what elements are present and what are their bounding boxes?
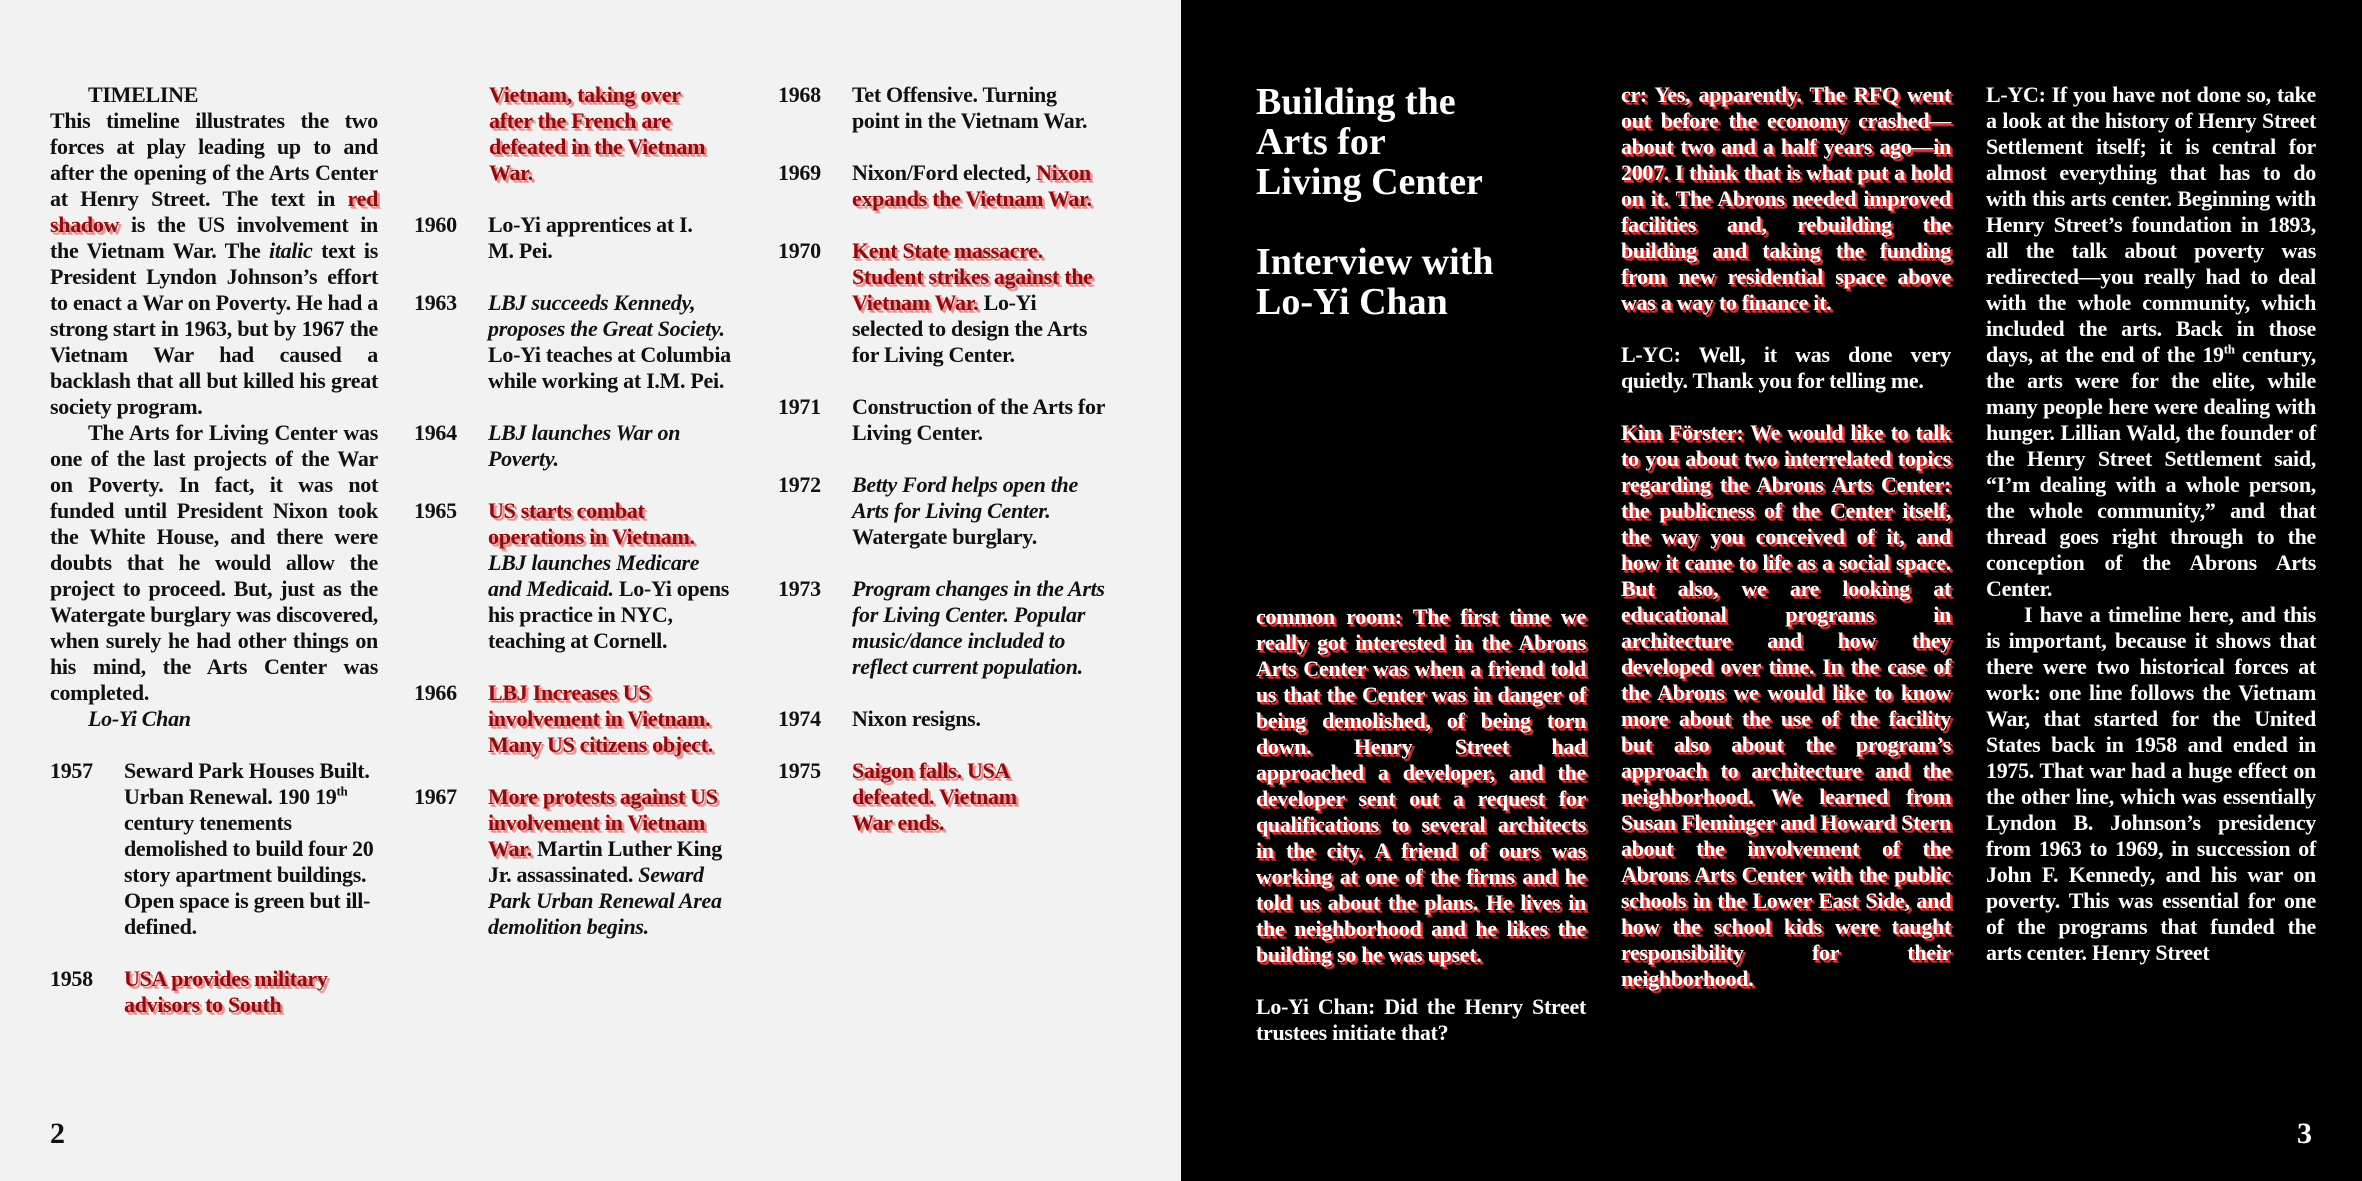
entry-italic: LBJ launches Medicare and Medicaid. <box>488 550 700 601</box>
title-line: Lo-Yi Chan <box>1256 281 1448 323</box>
title-line: Arts for <box>1256 121 1386 163</box>
title-line: Building the <box>1256 81 1456 123</box>
entry-year: 1969 <box>778 160 821 185</box>
timeline-entry-1965 <box>414 498 736 654</box>
intro-red-shadow-sample: red shadow <box>50 186 378 237</box>
timeline-entry-1960 <box>414 212 736 264</box>
entry-text-a: Seward Park Houses Built. Urban Renewal. 190 19 <box>124 758 370 809</box>
entry-year: 1964 <box>414 420 457 445</box>
entry-italic: Betty Ford helps open the Arts for Living Center. <box>852 472 1078 523</box>
timeline-heading: TIMELINE <box>88 82 199 107</box>
answer-text-a: L-YC: If you have not done so, take a look at the history of Henry Street Settlement itself; it is central for almost everything that has to do with this arts center. Beginning with Henry Street’s foundation in 1893, all the talk about poverty was redirected—you really had to deal with the whole community, which included the arts. Back in those days, at the end of the 19 <box>1986 82 2316 367</box>
timeline-entry-1967 <box>414 784 736 940</box>
entry-red: Kent State massacre. Student strikes against the Vietnam War. <box>852 238 1093 315</box>
right-page <box>1181 0 2362 1181</box>
entry-text <box>488 784 736 940</box>
entry-plain: Lo-Yi selected to design the Arts for Living Center. <box>852 290 1088 367</box>
answer-sup: th <box>2223 341 2235 357</box>
timeline-intro-column <box>50 82 378 1044</box>
entry-sup: th <box>336 783 348 799</box>
entry-text: Construction of the Arts for Living Center. <box>852 394 1105 445</box>
entry-year: 1974 <box>778 706 821 731</box>
entry-year: 1971 <box>778 394 821 419</box>
entry-text: Saigon falls. USA defeated. Vietnam War ends. <box>852 758 1017 835</box>
entry-plain: Nixon/Ford elected, <box>852 160 1031 185</box>
answer-lyc-2 <box>1986 82 2316 602</box>
entry-year: 1957 <box>50 758 93 783</box>
timeline-entry-1966 <box>414 680 736 758</box>
timeline-entry-1963 <box>414 290 736 394</box>
entry-text <box>488 290 736 394</box>
entry-year: 1967 <box>414 784 457 809</box>
entry-year: 1963 <box>414 290 457 315</box>
page-number-left: 2 <box>50 1117 65 1150</box>
entry-text: Vietnam, taking over after the French are defeated in the Vietnam War. <box>489 82 706 185</box>
entry-text: Lo-Yi apprentices at I. M. Pei. <box>488 212 693 263</box>
entry-plain: Martin Luther King Jr. assassinated. <box>488 836 722 887</box>
timeline-entry-1972 <box>778 472 1108 550</box>
intro-text-3: text is President Lyndon Johnson’s effort to enact a War on Poverty. He had a strong start in 1963, but by 1967 the Vietnam War had caused a backlash that all but killed his great society program. <box>50 238 378 419</box>
answer-lyc-1: L-YC: Well, it was done very quietly. Thank you for telling me. <box>1621 342 1951 393</box>
entry-text: Program changes in the Arts for Living Center. Popular music/dance included to reflect current population. <box>852 576 1105 679</box>
timeline-entry-1974 <box>778 706 1108 732</box>
entry-red: More protests against US involvement in Vietnam War. <box>488 784 718 861</box>
entry-text: LBJ Increases US involvement in Vietnam. Many US citizens object. <box>488 680 713 757</box>
entry-text: LBJ launches War on Poverty. <box>488 420 681 471</box>
entry-plain: Lo-Yi opens his practice in NYC, teaching at Cornell. <box>488 576 730 653</box>
timeline-entry-1970 <box>778 238 1108 368</box>
timeline-entry-1969 <box>778 160 1108 212</box>
entry-red: Nixon expands the Vietnam War. <box>852 160 1092 211</box>
question-cr: cr: Yes, apparently. The RFQ went out before the economy crashed—about two and a half years ago—in 2007. I think that is what put a hold on it. The Abrons needed improved facilities and, rebuilding the building and taking the funding from new residential space above was a way to finance it. <box>1621 82 1951 315</box>
intro-text-2: is the US involvement in the Vietnam War. The <box>50 212 378 263</box>
title-line: Living Center <box>1256 161 1483 203</box>
timeline-column-2 <box>414 82 736 966</box>
timeline-entry-1958 <box>50 966 378 1018</box>
entry-text <box>852 160 1108 212</box>
entry-red: US starts combat operations in Vietnam. <box>488 498 695 549</box>
entry-italic: LBJ succeeds Kennedy, proposes the Great Society. <box>488 290 725 341</box>
entry-text <box>488 498 736 654</box>
signature: Lo-Yi Chan <box>88 706 191 731</box>
question-kim-forster: Kim Förster: We would like to talk to you about two interrelated topics regarding the Abrons Arts Center: the publicness of the Center itself, the way you conceived of it, and how it came to life as a social space. But also, we are looking at educational programs in architecture and how they developed over time. In the case of the Abrons we would like to know more about the use of the facility but also about the program’s approach to architecture and the neighborhood. We learned from Susan Fleminger and Howard Stern about the involvement of the Abrons Arts Center with the public schools in the Lower East Side, and how the school kids were taught responsibility for their neighborhood. <box>1621 420 1951 991</box>
entry-year: 1968 <box>778 82 821 107</box>
timeline-entry-1968 <box>778 82 1108 134</box>
entry-year: 1972 <box>778 472 821 497</box>
entry-text: Tet Offensive. Turning point in the Vietnam War. <box>852 82 1088 133</box>
timeline-entry-1975 <box>778 758 1108 836</box>
entry-text-b: century tenements demolished to build four 20 story apartment buildings. Open space is green but ill-defined. <box>124 810 374 939</box>
entry-text: Nixon resigns. <box>852 706 981 731</box>
timeline-intro-paragraph <box>50 108 378 420</box>
entry-text: USA provides military advisors to South <box>124 966 328 1017</box>
interview-column-1 <box>1256 604 1586 1046</box>
entry-year: 1970 <box>778 238 821 263</box>
intro-text-1: This timeline illustrates the two forces at play leading up to and after the opening of the Arts Center at Henry Street. The text in <box>50 108 378 211</box>
interview-column-2 <box>1621 82 1951 992</box>
timeline-entry-1971 <box>778 394 1108 446</box>
entry-text <box>852 472 1108 550</box>
answer-lyc-2-paragraph-2: I have a timeline here, and this is important, because it shows that there were two historical forces at work: one line follows the Vietnam War, that started for the United States back in 1958 and ended in 1975. That war had a huge effect on the other line, which was essentially Lyndon B. Johnson’s presidency from 1963 to 1969, in succession of John F. Kennedy, and his war on poverty. This was essential for one of the programs that funded the arts center. Henry Street <box>1986 602 2316 965</box>
timeline-entry-1964 <box>414 420 736 472</box>
timeline-intro-paragraph-2: The Arts for Living Center was one of the last projects of the War on Poverty. In fact, it was not funded until President Nixon took the White House, and there were doubts that he would allow the project to proceed. But, just as the Watergate burglary was discovered, when surely he had other things on his mind, the Arts Center was completed. <box>50 420 378 705</box>
answer-text-b: century, the arts were for the elite, while many people here were dealing with hunger. Lillian Wald, the founder of the Henry Street Settlement said, “I’m dealing with a whole person, the whole community,” and that thread goes right through to the conception of the Abrons Arts Center. <box>1986 342 2317 601</box>
question-common-room: common room: The first time we really got interested in the Abrons Arts Center was when a friend told us that the Center was in danger of being demolished, of being torn down. Henry Street had approached a developer, and the developer sent out a request for qualifications to several architects in the city. A friend of ours was working at one of the firms and he told us about the plans. He lives in the neighborhood and he likes the building so he was upset. <box>1256 604 1586 967</box>
entry-text <box>124 758 378 940</box>
entry-year: 1975 <box>778 758 821 783</box>
interview-column-3 <box>1986 82 2316 966</box>
timeline-column-3 <box>778 82 1108 862</box>
entry-year: 1966 <box>414 680 457 705</box>
article-title <box>1256 82 1493 322</box>
timeline-entry-1973 <box>778 576 1108 680</box>
entry-year: 1960 <box>414 212 457 237</box>
intro-italic-sample: italic <box>269 238 313 263</box>
answer-lo-yi-chan: Lo-Yi Chan: Did the Henry Street trustees initiate that? <box>1256 994 1586 1045</box>
entry-year: 1965 <box>414 498 457 523</box>
entry-plain: Lo-Yi teaches at Columbia while working at I.M. Pei. <box>488 342 731 393</box>
entry-year: 1973 <box>778 576 821 601</box>
timeline-entry-1957 <box>50 758 378 940</box>
timeline-entry-1958-continued <box>414 82 736 186</box>
page-number-right: 3 <box>2297 1117 2312 1150</box>
entry-year: 1958 <box>50 966 93 991</box>
entry-plain: Watergate burglary. <box>852 524 1037 549</box>
title-line: Interview with <box>1256 241 1494 283</box>
entry-text <box>852 238 1108 368</box>
entry-italic: Seward Park Urban Renewal Area demolition begins. <box>488 862 722 939</box>
